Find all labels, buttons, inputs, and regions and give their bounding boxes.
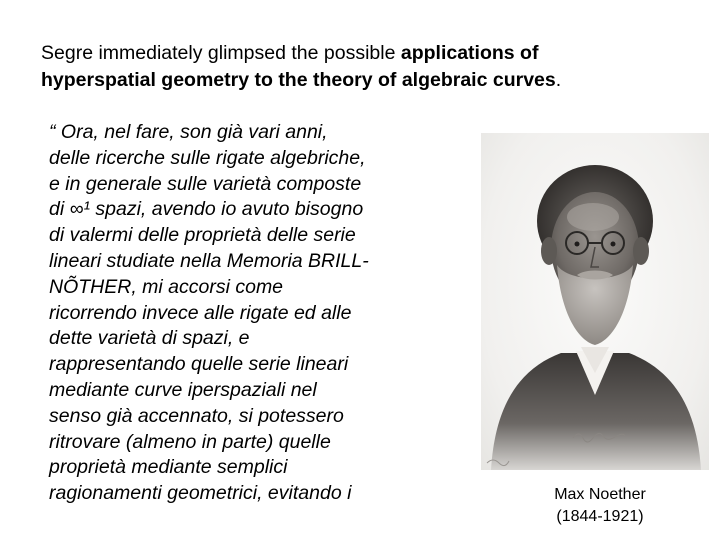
- quote-line: di ∞¹ spazi, avendo io avuto bisogno: [49, 198, 364, 221]
- quote-line: proprietà mediante semplici: [49, 456, 288, 479]
- intro-bold-2: hyperspatial geometry to the theory of algebraic curves: [41, 69, 556, 91]
- caption-name: Max Noether: [554, 486, 646, 503]
- portrait-illustration: [481, 133, 709, 470]
- caption-years: (1844-1921): [556, 508, 644, 525]
- portrait-photo: [481, 133, 709, 470]
- quote-line: ragionamenti geometrici, evitando i: [49, 482, 352, 505]
- quote-line: rappresentando quelle serie lineari: [49, 353, 349, 376]
- quote-line: delle ricerche sulle rigate algebriche,: [49, 146, 366, 169]
- quote-line: di valermi delle proprietà delle serie: [49, 224, 356, 247]
- portrait-caption: [525, 484, 675, 528]
- quote-line: “ Ora, nel fare, son già vari anni,: [49, 121, 328, 143]
- quote-line: ritrovare (almeno in parte) quelle: [49, 430, 331, 453]
- quote-block: [49, 120, 469, 507]
- intro-text: [41, 40, 681, 94]
- quote-line: senso già accennato, si potessero: [49, 404, 344, 427]
- quote-line: NÕTHER, mi accorsi come: [49, 275, 284, 298]
- quote-line: e in generale sulle varietà composte: [49, 172, 362, 195]
- quote-line: ricorrendo invece alle rigate ed alle: [49, 301, 352, 324]
- quote-line: lineari studiate nella Memoria BRILL-: [49, 249, 369, 272]
- intro-end: .: [555, 69, 562, 91]
- intro-part-1: Segre immediately glimpsed the possible: [41, 42, 401, 64]
- intro-bold-1: applications of: [400, 42, 539, 64]
- quote-line: dette varietà di spazi, e: [49, 327, 250, 350]
- quote-line: mediante curve iperspaziali nel: [49, 378, 317, 401]
